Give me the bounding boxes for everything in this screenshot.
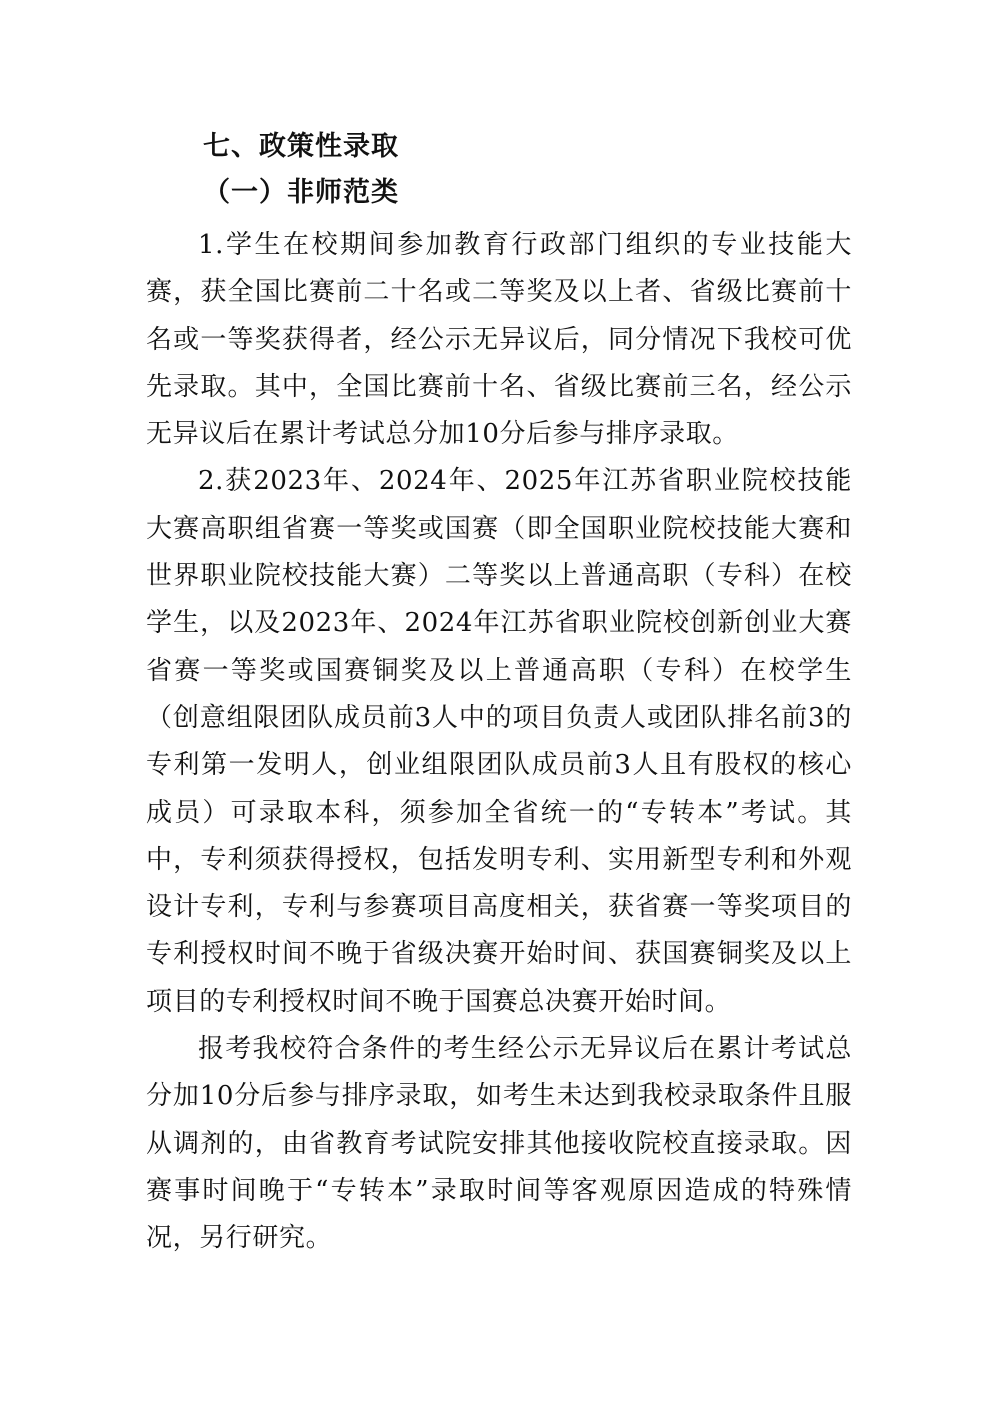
paragraph-1: 1.学生在校期间参加教育行政部门组织的专业技能大赛，获全国比赛前二十名或二等奖及以上者、省级比赛前十名或一等奖获得者，经公示无异议后，同分情况下我校可优先录取。其中，全国比赛前十名、省级比赛前三名，经公示无异议后在累计考试总分加10分后参与排序录取。 bbox=[146, 230, 852, 450]
section-heading: 七、政策性录取 bbox=[203, 131, 399, 162]
paragraph-3: 报考我校符合条件的考生经公示无异议后在累计考试总分加10分后参与排序录取，如考生未达到我校录取条件且服从调剂的，由省教育考试院安排其他接收院校直接录取。因赛事时间晚于“专转本”录取时间等客观原因造成的特殊情况，另行研究。 bbox=[146, 1034, 852, 1254]
document-page bbox=[146, 124, 852, 1263]
paragraph-2: 2.获2023年、2024年、2025年江苏省职业院校技能大赛高职组省赛一等奖或国赛（即全国职业院校技能大赛和世界职业院校技能大赛）二等奖以上普通高职（专科）在校学生，以及2023年、2024年江苏省职业院校创新创业大赛省赛一等奖或国赛铜奖及以上普通高职（专科）在校学生（创意组限团队成员前3人中的项目负责人或团队排名前3的专利第一发明人，创业组限团队成员前3人且有股权的核心成员）可录取本科，须参加全省统一的“专转本”考试。其中，专利须获得授权，包括发明专利、实用新型专利和外观设计专利，专利与参赛项目高度相关，获省赛一等奖项目的专利授权时间不晚于省级决赛开始时间、获国赛铜奖及以上项目的专利授权时间不晚于国赛总决赛开始时间。 bbox=[146, 466, 852, 1017]
subsection-heading: （一）非师范类 bbox=[203, 177, 399, 208]
